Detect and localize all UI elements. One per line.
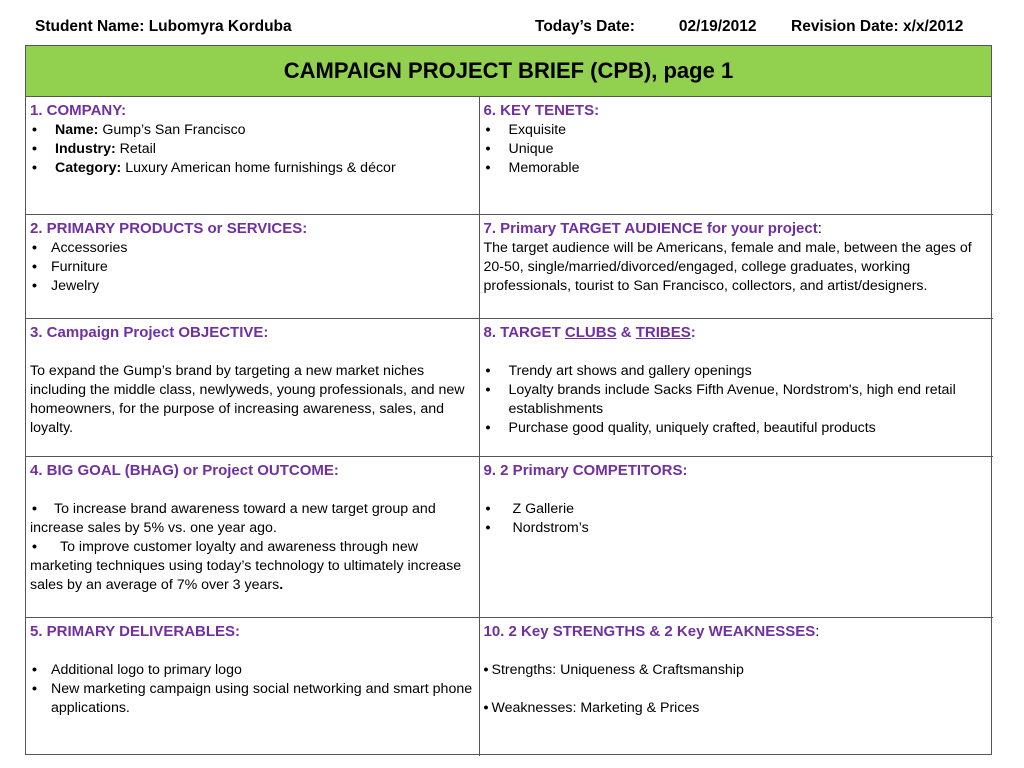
clubs-cell — [479, 318, 993, 456]
campaign-brief — [25, 45, 992, 755]
deliverables-cell — [26, 617, 479, 756]
company-cell — [26, 97, 479, 214]
goal-item-2: • To improve customer loyalty and awareness through new marketing techniques using today’s technology to ultimately increase sales by an average of 7% over 3 years. — [30, 538, 462, 593]
list-item: • Z Gallerie — [484, 500, 990, 519]
deliverables-heading: 5. PRIMARY DELIVERABLES: — [30, 622, 241, 640]
list-item: • Industry: Retail — [30, 140, 475, 159]
goal-cell — [26, 456, 479, 617]
tribes-link: TRIBES — [635, 323, 691, 341]
list-item: • Additional logo to primary logo — [30, 661, 475, 680]
page-title: CAMPAIGN PROJECT BRIEF (CPB), page 1 — [26, 46, 991, 97]
list-item: • Name: Gump’s San Francisco — [30, 121, 475, 140]
audience-heading: 7. Primary TARGET AUDIENCE for your project: — [483, 219, 822, 237]
audience-text: The target audience will be Americans, female and male, between the ages of 20-50, single/married/divorced/engaged, college graduates, working professionals, tourist to San Francisco, collectors, and artist/designers. — [483, 239, 972, 294]
list-item: • Memorable — [484, 159, 990, 178]
clubs-heading: 8. TARGET CLUBS & TRIBES: — [483, 323, 696, 341]
list-item: • New marketing campaign using social networking and smart phone applications. — [30, 680, 475, 718]
list-item: • Trendy art shows and gallery openings — [484, 362, 990, 381]
deliverables-list — [30, 661, 475, 718]
products-list — [30, 239, 475, 296]
list-item: • Purchase good quality, uniquely crafted, beautiful products — [484, 419, 990, 438]
list-item: • Category: Luxury American home furnishings & décor — [30, 159, 475, 178]
header-bar — [0, 18, 1024, 42]
competitors-heading: 9. 2 Primary COMPETITORS: — [483, 461, 688, 479]
goal-item-1: • To increase brand awareness toward a new target group and increase sales by 5% vs. one year ago. — [30, 500, 436, 536]
todays-date-label: Today’s Date: — [535, 18, 635, 35]
list-item: • Exquisite — [484, 121, 990, 140]
objective-cell — [26, 318, 479, 456]
swot-heading: 10. 2 Key STRENGTHS & 2 Key WEAKNESSES: — [483, 622, 820, 640]
tenets-heading: 6. KEY TENETS: — [483, 102, 600, 119]
competitors-list — [484, 500, 990, 538]
student-name-label: Student Name: — [35, 18, 145, 35]
student-name-value: Lubomyra Korduba — [148, 18, 292, 35]
weaknesses-item: • Weaknesses: Marketing & Prices — [483, 699, 700, 716]
objective-text: To expand the Gump’s brand by targeting a new market niches including the middle class, newlyweds, young professionals, and new homeowners, for the purpose of increasing awareness, sales, and loyalty. — [30, 362, 465, 436]
table-row — [26, 456, 993, 617]
competitors-cell — [479, 456, 993, 617]
clubs-list — [484, 362, 990, 438]
table-row — [26, 318, 993, 456]
todays-date-field — [535, 18, 757, 36]
swot-cell — [479, 617, 993, 756]
audience-cell — [479, 214, 993, 318]
student-name-field — [35, 18, 292, 36]
list-item: • Furniture — [30, 258, 475, 277]
products-heading: 2. PRIMARY PRODUCTS or SERVICES: — [30, 219, 308, 237]
tenets-cell — [479, 97, 993, 214]
list-item: • Nordstrom’s — [484, 519, 990, 538]
objective-heading: 3. Campaign Project OBJECTIVE: — [30, 323, 269, 341]
company-list — [30, 121, 475, 178]
goal-heading: 4. BIG GOAL (BHAG) or Project OUTCOME: — [30, 461, 339, 479]
brief-table — [26, 97, 993, 756]
tenets-list — [484, 121, 990, 178]
table-row — [26, 617, 993, 756]
list-item: • Loyalty brands include Sacks Fifth Avenue, Nordstrom's, high end retail establishments — [484, 381, 990, 419]
company-heading: 1. COMPANY: — [30, 102, 127, 119]
list-item: • Accessories — [30, 239, 475, 258]
revision-date: Revision Date: x/x/2012 — [791, 18, 964, 35]
list-item: • Unique — [484, 140, 990, 159]
products-cell — [26, 214, 479, 318]
todays-date-value: 02/19/2012 — [678, 18, 757, 35]
strengths-item: • Strengths: Uniqueness & Craftsmanship — [483, 661, 744, 678]
list-item: • Jewelry — [30, 277, 475, 296]
table-row — [26, 214, 993, 318]
clubs-link: CLUBS — [564, 323, 617, 341]
table-row — [26, 97, 993, 214]
